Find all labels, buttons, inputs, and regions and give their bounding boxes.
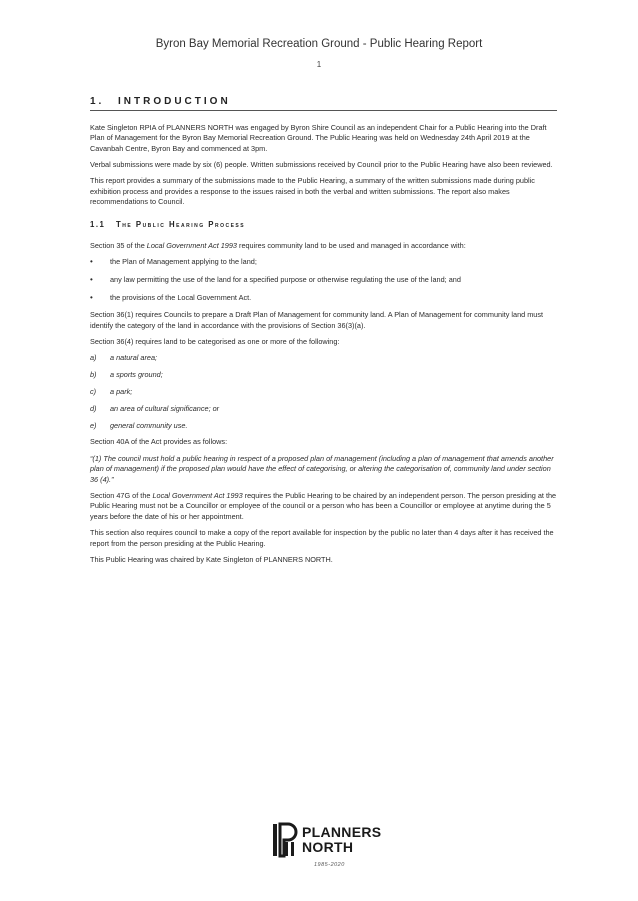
category-letter: a) — [90, 353, 97, 362]
bullet-icon: • — [90, 257, 93, 267]
category-text: a natural area; — [110, 353, 158, 362]
section-title: INTRODUCTION — [118, 96, 231, 107]
category-text: general community use. — [110, 420, 188, 430]
section-heading — [90, 97, 557, 111]
category-item — [90, 421, 557, 432]
category-letter: c) — [90, 386, 97, 396]
bullet-icon: • — [90, 292, 93, 302]
subsection-title: The Public Hearing Process — [116, 219, 246, 229]
category-letter: b) — [90, 369, 97, 379]
list-item — [90, 275, 557, 286]
page-content — [90, 97, 557, 571]
category-item — [90, 404, 557, 415]
category-item — [90, 387, 557, 398]
planners-north-logo — [272, 822, 402, 872]
category-item — [90, 353, 557, 364]
legislation-quote: “(1) The council must hold a public hearing in respect of a proposed plan of management (including a plan of management that amends another plan of management) if the proposed plan would have the effect of categorising, or altering the categorisation of, community land under section 36 (4).” — [90, 453, 554, 484]
bullet-icon: • — [90, 275, 93, 285]
list-item — [90, 257, 557, 268]
category-item — [90, 370, 557, 381]
logo-wordmark — [302, 825, 381, 855]
logo-mark-icon — [272, 822, 298, 858]
list-item — [90, 293, 557, 304]
s47g-pre: Section 47G of the — [90, 490, 153, 500]
page-number: 1 — [316, 60, 322, 69]
section-35-paragraph — [90, 241, 557, 252]
intro-paragraph-1: Kate Singleton RPIA of PLANNERS NORTH was engaged by Byron Shire Council as an independent Chair for a Public Hearing into the Draft Plan of Management for the Byron Bay Memorial Recreation Ground. The Public Hearing was held on Wednesday 24th April 2019 at the Cavanbah Centre, Byron Bay and commenced at 3pm. — [90, 122, 547, 153]
category-text: a sports ground; — [110, 369, 163, 379]
intro-paragraph-2: Verbal submissions were made by six (6) people. Written submissions received by Council prior to the Public Hearing have also been reviewed. — [90, 159, 553, 169]
logo-line-1: PLANNERS — [302, 824, 382, 840]
category-letter: e) — [90, 420, 97, 430]
section-47g-paragraph — [90, 491, 557, 523]
intro-paragraph-3: This report provides a summary of the submissions made to the Public Hearing, a summary of the written submissions made during public exhibition process and provides a response to the issues raised in both the verbal and written submissions. The report also makes recommendations to Council. — [90, 175, 535, 207]
s47g-post: requires the Public Hearing to be chaired by an independent person. The person presiding at the Public Hearing must not be a Councillor or employee of the council or a person who has been a Councillor or employee at anytime during the 5 years before the date of his or her appointment. — [90, 490, 557, 522]
subsection-heading — [90, 220, 557, 231]
s35-act-name: Local Government Act 1993 — [146, 241, 237, 251]
category-text: a park; — [110, 386, 133, 396]
s35-post: requires community land to be used and managed in accordance with: — [236, 241, 466, 251]
section-36-1-paragraph: Section 36(1) requires Councils to prepare a Draft Plan of Management for community land. A Plan of Management for community land must identify the category of the land in accordance with the provisions of Section 36(3)(a). — [90, 310, 544, 330]
bullet-text: the Plan of Management applying to the land; — [110, 257, 257, 267]
logo-est-years: 1985-2020 — [314, 862, 345, 868]
section-number: 1. — [90, 96, 105, 107]
s35-pre: Section 35 of the — [90, 241, 147, 251]
bullet-text: any law permitting the use of the land for a specified purpose or otherwise regulating the use of the land; and — [110, 275, 461, 285]
category-text: an area of cultural significance; or — [110, 403, 220, 413]
page-header-title: Byron Bay Memorial Recreation Ground - Public Hearing Report — [155, 38, 483, 50]
logo-line-2: NORTH — [302, 839, 354, 855]
section-36-4-paragraph: Section 36(4) requires land to be categorised as one or more of the following: — [90, 336, 340, 346]
bullet-text: the provisions of the Local Government Act. — [110, 292, 252, 302]
copy-requirement-paragraph: This section also requires council to make a copy of the report available for inspection by the public no later than 4 days after it has received the report from the person presiding at the Public Hearing. — [90, 528, 554, 548]
s47g-act-name: Local Government Act 1993 — [152, 490, 243, 500]
subsection-number: 1.1 — [90, 219, 106, 229]
chaired-by-paragraph: This Public Hearing was chaired by Kate Singleton of PLANNERS NORTH. — [90, 554, 333, 564]
section-40a-paragraph: Section 40A of the Act provides as follows: — [90, 437, 228, 447]
category-letter: d) — [90, 403, 97, 413]
